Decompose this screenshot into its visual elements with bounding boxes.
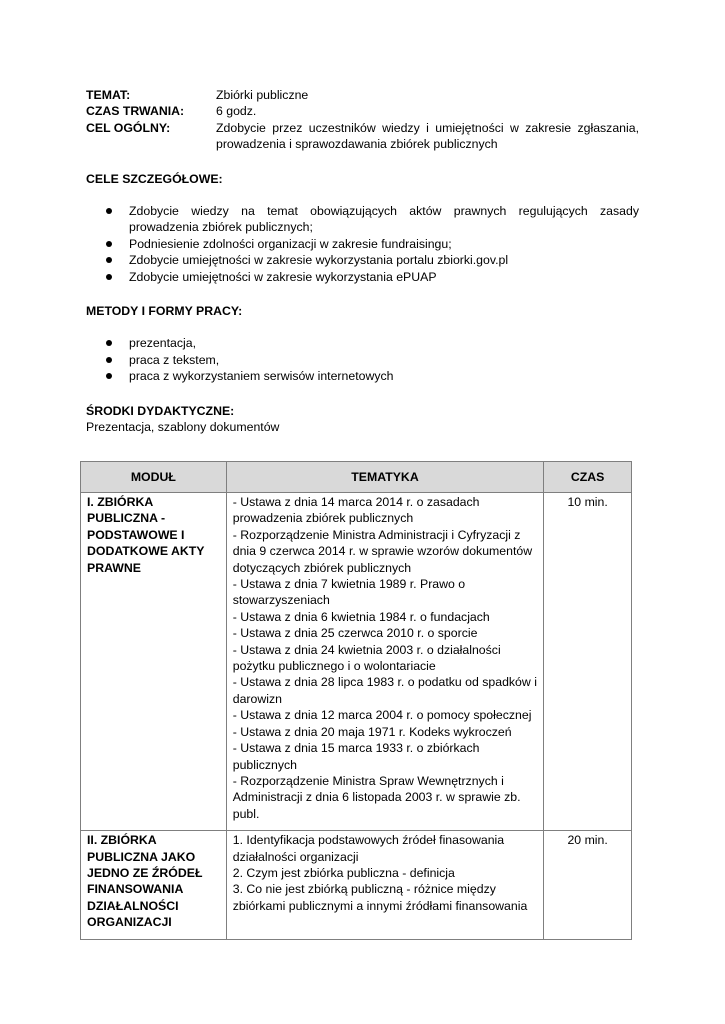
bullet-icon — [106, 357, 112, 363]
tematyka-line: - Rozporządzenie Ministra Spraw Wewnętrznych i Administracji z dnia 6 listopada 2003 r. w sprawie zb. publ. — [232, 773, 521, 821]
temat-value: Zbiórki publiczne — [216, 88, 309, 102]
cell-czas: 10 min. — [544, 493, 632, 831]
cel-label: CEL OGÓLNY: — [86, 120, 171, 135]
tematyka-line: - Ustawa z dnia 28 lipca 1983 r. o podatku od spadków i darowizn — [232, 675, 537, 706]
list-item-text: Zdobycie umiejętności w zakresie wykorzystania ePUAP — [129, 269, 437, 284]
cell-modul: II. ZBIÓRKA PUBLICZNA JAKO JEDNO ZE ŹRÓDEŁ FINANSOWANIA DZIAŁALNOŚCI ORGANIZACJI — [81, 831, 227, 939]
table-row — [81, 493, 632, 831]
list-item-text: praca z wykorzystaniem serwisów internetowych — [129, 369, 394, 384]
meta-row-cel — [86, 120, 639, 153]
list-item — [86, 236, 639, 252]
header-modul: MODUŁ — [81, 462, 227, 493]
cele-heading: CELE SZCZEGÓŁOWE: — [86, 171, 223, 186]
list-item-text: praca z tekstem, — [129, 352, 220, 367]
list-item — [86, 269, 639, 285]
header-tematyka: TEMATYKA — [226, 462, 544, 493]
table-header-row — [81, 462, 632, 493]
meta-row-temat — [86, 87, 639, 103]
list-item-text: Zdobycie umiejętności w zakresie wykorzystania portalu zbiorki.gov.pl — [129, 253, 509, 268]
tematyka-line: - Ustawa z dnia 6 kwietnia 1984 r. o fundacjach — [232, 609, 490, 624]
list-item — [86, 368, 639, 384]
list-item — [86, 352, 639, 368]
tematyka-line: - Rozporządzenie Ministra Administracji i Cyfryzacji z dnia 9 czerwca 2014 r. w sprawie wzorów dokumentów dotyczących zbiórek publicznych — [232, 527, 533, 575]
bullet-icon — [106, 340, 112, 346]
meta-row-czas — [86, 103, 639, 119]
list-item-text: Zdobycie wiedzy na temat obowiązujących aktów prawnych regulujących zasady prowadzenia zbiórek publicznych; — [129, 204, 639, 235]
metody-heading: METODY I FORMY PRACY: — [86, 304, 243, 319]
cele-list — [86, 203, 639, 285]
cel-value: Zdobycie przez uczestników wiedzy i umiejętności w zakresie zgłaszania, prowadzenia i sprawozdawania zbiórek publicznych — [216, 120, 639, 152]
tematyka-line: - Ustawa z dnia 14 marca 2014 r. o zasadach prowadzenia zbiórek publicznych — [232, 495, 480, 526]
list-item-text: prezentacja, — [129, 336, 196, 351]
tematyka-line: - Ustawa z dnia 25 czerwca 2010 r. o sporcie — [232, 626, 478, 641]
cell-czas: 20 min. — [544, 831, 632, 939]
bullet-icon — [106, 208, 112, 214]
document-body — [86, 87, 639, 436]
header-czas: CZAS — [544, 462, 632, 493]
temat-label: TEMAT: — [86, 88, 131, 102]
tematyka-line: - Ustawa z dnia 24 kwietnia 2003 r. o działalności pożytku publicznego i o wolontariacie — [232, 642, 501, 674]
list-item — [86, 203, 639, 236]
metody-list — [86, 335, 639, 384]
tematyka-line: - Ustawa z dnia 12 marca 2004 r. o pomocy społecznej — [232, 708, 532, 723]
bullet-icon — [106, 274, 112, 280]
srodki-heading: ŚRODKI DYDAKTYCZNE: — [86, 403, 235, 418]
cell-tematyka — [226, 831, 544, 939]
cell-tematyka — [226, 493, 544, 831]
tematyka-line: 2. Czym jest zbiórka publiczna - definicja — [232, 865, 455, 880]
bullet-icon — [106, 257, 112, 263]
czas-label: CZAS TRWANIA: — [86, 104, 185, 119]
tematyka-line: 1. Identyfikacja podstawowych źródeł finasowania działalności organizacji — [232, 833, 505, 864]
tematyka-line: - Ustawa z dnia 7 kwietnia 1989 r. Prawo o stowarzyszeniach — [232, 577, 466, 608]
table-row — [81, 831, 632, 939]
tematyka-line: - Ustawa z dnia 20 maja 1971 r. Kodeks wykroczeń — [232, 724, 512, 739]
tematyka-line: - Ustawa z dnia 15 marca 1933 r. o zbiórkach publicznych — [232, 741, 480, 772]
cell-modul: I. ZBIÓRKA PUBLICZNA - PODSTAWOWE I DODATKOWE AKTY PRAWNE — [81, 493, 227, 831]
list-item-text: Podniesienie zdolności organizacji w zakresie fundraisingu; — [129, 236, 452, 251]
list-item — [86, 252, 639, 268]
srodki-text: Prezentacja, szablony dokumentów — [86, 420, 280, 435]
bullet-icon — [106, 241, 112, 247]
czas-value: 6 godz. — [216, 104, 257, 119]
list-item — [86, 335, 639, 351]
bullet-icon — [106, 373, 112, 379]
tematyka-line: 3. Co nie jest zbiórką publiczną - różnice między zbiórkami publicznymi a innymi źródłami finansowania — [232, 882, 528, 913]
program-table — [80, 461, 632, 940]
